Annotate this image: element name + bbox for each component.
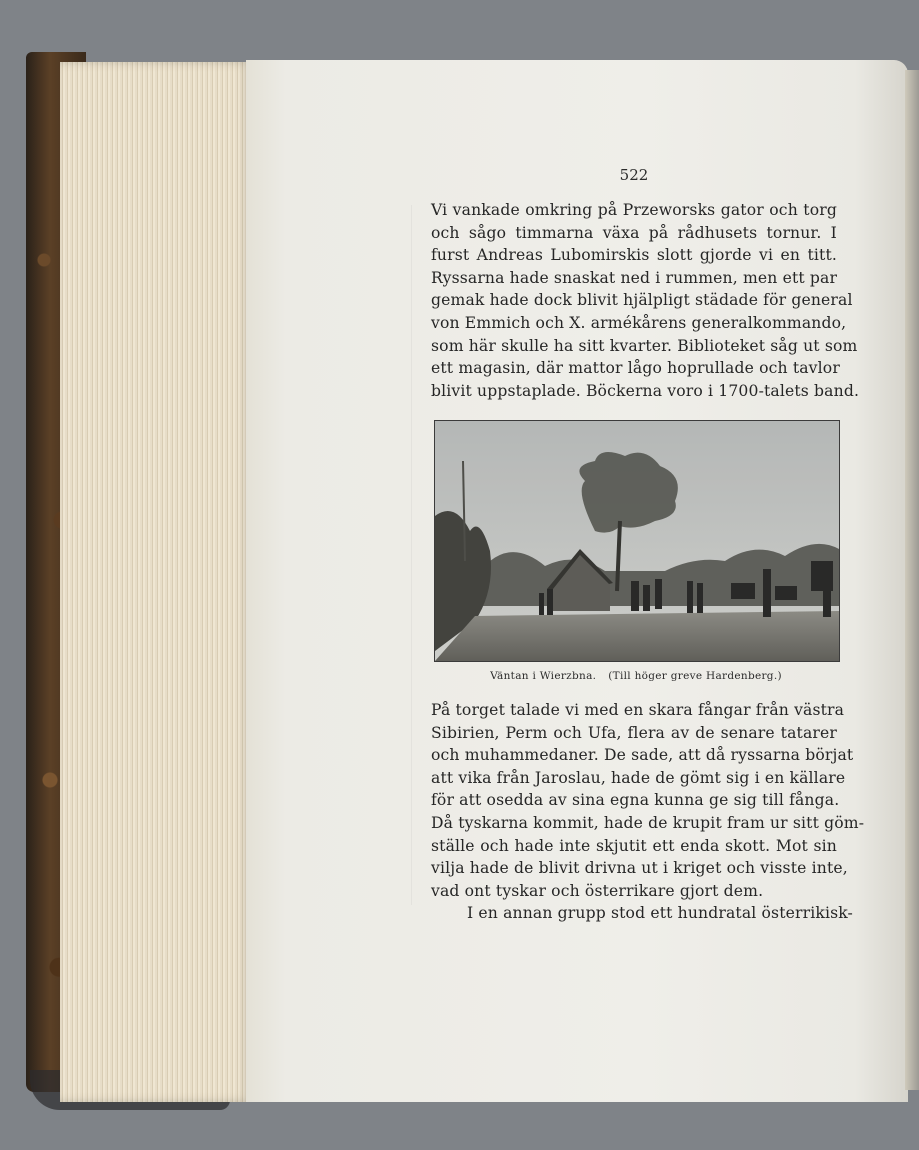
figure-caption <box>434 670 838 682</box>
photograph <box>434 420 840 662</box>
text-line: På torget talade vi med en skara fångar från västra <box>431 701 845 719</box>
text-line: att vika från Jaroslau, hade de gömt sig i en källare <box>431 768 846 787</box>
text-line: och sågo timmarna växa på rådhusets tornur. I <box>431 223 837 242</box>
page-edge <box>905 70 919 1090</box>
text-line: furst Andreas Lubomirskis slott gjorde vi en titt. <box>431 246 837 265</box>
text-line: gemak hade dock blivit hjälpligt städade för general <box>431 291 853 310</box>
text-line: vad ont tyskar och österrikare gjort dem. <box>431 881 764 900</box>
page-number: 522 <box>619 166 649 184</box>
text-line: Vi vankade omkring på Przeworsks gator och torg <box>431 201 837 219</box>
text-line: vilja hade de blivit drivna ut i kriget och visste inte, <box>431 859 848 878</box>
photo-illustration <box>435 421 839 661</box>
text-line: von Emmich och X. armékårens generalkommando, <box>431 313 847 332</box>
caption-title: Väntan i Wierzbna. <box>490 670 597 682</box>
page-block <box>60 62 252 1102</box>
text-line: och muhammedaner. De sade, att då ryssarna börjat <box>431 746 854 765</box>
text-line: ett magasin, där mattor lågo hoprullade och tavlor <box>431 359 840 378</box>
text-line: Då tyskarna kommit, hade de krupit fram ur sitt göm- <box>431 813 865 832</box>
text-line: blivit uppstaplade. Böckerna voro i 1700-talets band. <box>431 381 860 400</box>
paragraph-2 <box>431 699 865 925</box>
text-line: Ryssarna hade snaskat ned i rummen, men ett par <box>431 268 838 287</box>
caption-note: (Till höger greve Hardenberg.) <box>608 670 782 682</box>
text-line: som här skulle ha sitt kvarter. Biblioteket såg ut som <box>431 336 858 355</box>
paragraph-1 <box>431 199 860 402</box>
text-line: Sibirien, Perm och Ufa, flera av de senare tatarer <box>431 723 837 742</box>
text-line: för att osedda av sina egna kunna ge sig till fånga. <box>431 791 840 810</box>
page-crease <box>411 205 412 905</box>
text-line: I en annan grupp stod ett hundratal österrikisk- <box>467 904 853 923</box>
text-line: ställe och hade inte skjutit ett enda skott. Mot sin <box>431 836 837 855</box>
